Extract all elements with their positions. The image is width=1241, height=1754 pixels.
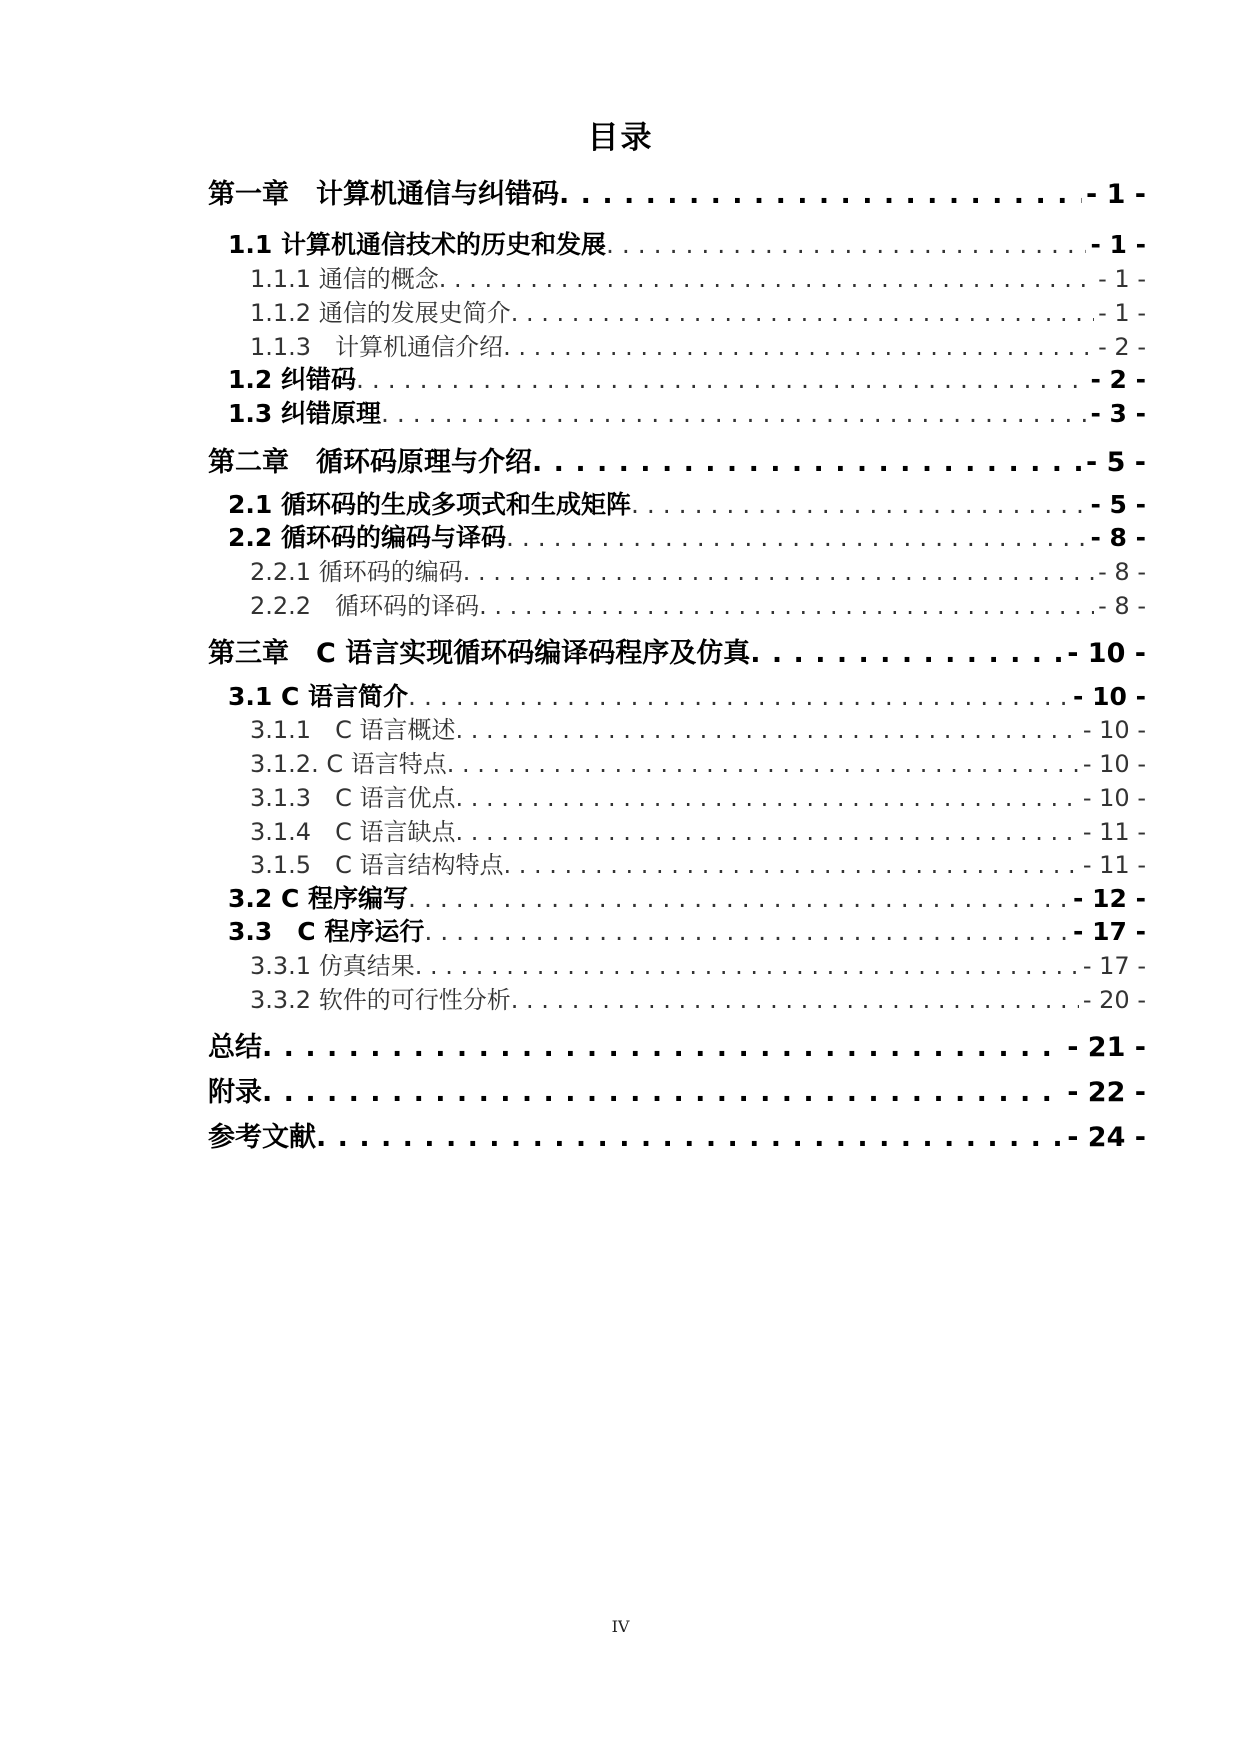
- toc-entry-3-1-4[interactable]: [250, 812, 1146, 847]
- toc-entry-3-3-2[interactable]: [250, 980, 1146, 1015]
- dot-leader: [503, 333, 1094, 361]
- toc-entry-3-1[interactable]: [228, 677, 1146, 713]
- toc-entry-1-1[interactable]: [228, 225, 1146, 261]
- toc-entry-1-1-2[interactable]: [250, 293, 1146, 328]
- toc-entry-page: - 17 -: [1073, 917, 1146, 946]
- toc-entry-page: - 3 -: [1090, 399, 1146, 428]
- toc-entry-label: 1.2 纠错码: [228, 365, 356, 394]
- toc-entry-chapter-2[interactable]: [208, 440, 1146, 479]
- toc-entry-label: 2.2.1 循环码的编码: [250, 558, 463, 586]
- dot-leader: [455, 716, 1078, 744]
- toc-entry-label: 3.1.3 C 语言优点: [250, 784, 456, 812]
- toc-entry-page: - 21 -: [1067, 1032, 1146, 1063]
- toc-entry-label: 3.1.4 C 语言缺点: [250, 818, 456, 846]
- toc-entry-label: 1.1.2 通信的发展史简介: [250, 299, 511, 327]
- dot-leader: [447, 750, 1079, 778]
- toc-entry-label: 1.1.1 通信的概念: [250, 265, 439, 293]
- toc-entry-page: - 11 -: [1082, 851, 1146, 879]
- dot-leader: [503, 851, 1078, 879]
- toc-entry-appendix[interactable]: [208, 1070, 1146, 1109]
- toc-entry-page: - 1 -: [1098, 299, 1146, 327]
- toc-entry-label: 2.2.2 循环码的译码: [250, 592, 480, 620]
- toc-entry-page: - 12 -: [1073, 884, 1146, 913]
- toc-entry-page: - 17 -: [1082, 952, 1146, 980]
- toc-entry-label: 3.3 C 程序运行: [228, 917, 425, 946]
- toc-entry-label: 3.3.2 软件的可行性分析: [250, 986, 511, 1014]
- dot-leader: [455, 818, 1078, 846]
- toc-entry-1-1-3[interactable]: [250, 327, 1146, 362]
- dot-leader: [511, 299, 1094, 327]
- toc-entry-page: - 1 -: [1098, 265, 1146, 293]
- toc-entry-label: 3.2 C 程序编写: [228, 884, 409, 913]
- dot-leader: [455, 784, 1078, 812]
- toc-entry-page: - 5 -: [1090, 490, 1146, 519]
- toc-entry-page: - 8 -: [1098, 592, 1146, 620]
- toc-entry-page: - 8 -: [1090, 523, 1146, 552]
- toc-entry-chapter-1[interactable]: [208, 172, 1146, 211]
- toc-entry-label: 参考文献: [208, 1122, 316, 1153]
- toc-entry-label: 1.1.3 计算机通信介绍: [250, 333, 504, 361]
- toc-entry-chapter-3[interactable]: [208, 631, 1146, 670]
- dot-leader: [415, 952, 1079, 980]
- dot-leader: [316, 1122, 1063, 1153]
- footer-page-number: IV: [611, 1617, 630, 1636]
- dot-leader: [262, 1077, 1063, 1108]
- toc-entry-2-2[interactable]: [228, 518, 1146, 554]
- toc-entry-label: 2.2 循环码的编码与译码: [228, 523, 506, 552]
- toc-entry-page: - 2 -: [1098, 333, 1146, 361]
- toc-entry-page: - 5 -: [1086, 447, 1146, 478]
- toc-entry-label: 第一章 计算机通信与纠错码: [208, 179, 559, 210]
- toc-entry-page: - 22 -: [1067, 1077, 1146, 1108]
- page-title: 目录: [587, 120, 654, 156]
- toc-entry-label: 附录: [208, 1077, 262, 1108]
- toc-entry-page: - 1 -: [1086, 179, 1146, 210]
- toc-entry-label: 3.1 C 语言简介: [228, 682, 409, 711]
- dot-leader: [506, 523, 1086, 552]
- toc-entry-3-1-3[interactable]: [250, 778, 1146, 813]
- toc-entry-page: - 11 -: [1082, 818, 1146, 846]
- toc-entry-page: - 8 -: [1098, 558, 1146, 586]
- toc-entry-label: 3.1.5 C 语言结构特点: [250, 851, 504, 879]
- toc-entry-page: - 20 -: [1082, 986, 1146, 1014]
- toc-entry-3-3-1[interactable]: [250, 946, 1146, 981]
- toc-entry-label: 2.1 循环码的生成多项式和生成矩阵: [228, 490, 631, 519]
- dot-leader: [408, 884, 1069, 913]
- toc-entry-1-1-1[interactable]: [250, 259, 1146, 294]
- toc-entry-3-2[interactable]: [228, 879, 1146, 915]
- toc-entry-3-3[interactable]: [228, 912, 1146, 948]
- toc-entry-references[interactable]: [208, 1115, 1146, 1154]
- toc-entry-page: - 10 -: [1082, 750, 1146, 778]
- toc-entry-page: - 10 -: [1082, 784, 1146, 812]
- toc-entry-page: - 10 -: [1073, 682, 1146, 711]
- dot-leader: [439, 265, 1094, 293]
- toc-entry-label: 1.3 纠错原理: [228, 399, 381, 428]
- toc-entry-label: 1.1 计算机通信技术的历史和发展: [228, 230, 606, 259]
- toc-entry-2-1[interactable]: [228, 485, 1146, 521]
- dot-leader: [631, 490, 1086, 519]
- toc-entry-page: - 10 -: [1082, 716, 1146, 744]
- toc-entry-label: 3.1.1 C 语言概述: [250, 716, 456, 744]
- toc-entry-2-2-2[interactable]: [250, 586, 1146, 621]
- toc-entry-label: 第三章 C 语言实现循环码编译码程序及仿真: [208, 638, 751, 669]
- toc-entry-2-2-1[interactable]: [250, 552, 1146, 587]
- toc-entry-summary[interactable]: [208, 1025, 1146, 1064]
- dot-leader: [424, 917, 1069, 946]
- dot-leader: [356, 365, 1086, 394]
- toc-entry-label: 3.1.2. C 语言特点: [250, 750, 447, 778]
- toc-entry-3-1-2[interactable]: [250, 744, 1146, 779]
- toc-entry-label: 3.3.1 仿真结果: [250, 952, 415, 980]
- toc-entry-page: - 2 -: [1090, 365, 1146, 394]
- dot-leader: [463, 558, 1094, 586]
- dot-leader: [532, 447, 1082, 478]
- dot-leader: [408, 682, 1069, 711]
- toc-entry-1-2[interactable]: [228, 360, 1146, 396]
- dot-leader: [262, 1032, 1063, 1063]
- toc-entry-label: 第二章 循环码原理与介绍: [208, 447, 532, 478]
- dot-leader: [511, 986, 1079, 1014]
- dot-leader: [381, 399, 1086, 428]
- toc-entry-label: 总结: [208, 1032, 262, 1063]
- toc-entry-3-1-5[interactable]: [250, 845, 1146, 880]
- dot-leader: [479, 592, 1094, 620]
- toc-entry-page: - 24 -: [1067, 1122, 1146, 1153]
- toc-entry-page: - 10 -: [1067, 638, 1146, 669]
- dot-leader: [606, 230, 1086, 259]
- dot-leader: [559, 179, 1082, 210]
- dot-leader: [750, 638, 1063, 669]
- toc-entry-1-3[interactable]: [228, 394, 1146, 430]
- toc-entry-page: - 1 -: [1090, 230, 1146, 259]
- toc-entry-3-1-1[interactable]: [250, 710, 1146, 745]
